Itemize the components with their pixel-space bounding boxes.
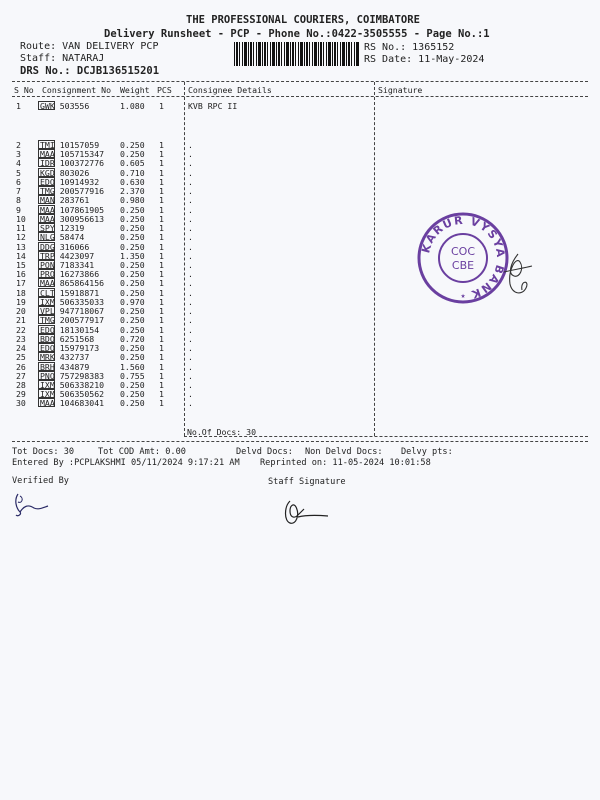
- cell-pcs: 1: [159, 259, 164, 270]
- company-title: THE PROFESSIONAL COURIERS, COIMBATORE: [186, 14, 420, 26]
- cell-pcs: 1: [159, 343, 164, 354]
- cell-pcs: 1: [159, 278, 164, 289]
- cell-consignment: KGD 803026: [40, 167, 90, 178]
- cell-consignee: .: [188, 306, 193, 317]
- cell-consignment: MAA 105715347: [40, 149, 105, 160]
- cell-consignee: .: [188, 379, 193, 390]
- cell-pcs: 1: [159, 315, 164, 326]
- cell-sno: 12: [16, 232, 26, 243]
- cell-sno: 16: [16, 269, 26, 280]
- cell-consignee: .: [188, 167, 193, 178]
- cell-consignment: PNQ 757298383: [40, 370, 105, 381]
- cell-consignee: .: [188, 250, 193, 261]
- cell-pcs: 1: [159, 232, 164, 243]
- cell-consignment: GWK 503556: [40, 101, 90, 111]
- cell-pcs: 1: [159, 250, 164, 261]
- cell-sno: 25: [16, 352, 26, 363]
- cell-weight: 1.350: [120, 250, 145, 261]
- cell-consignment: BRH 434879: [40, 361, 90, 372]
- barcode: [234, 42, 360, 66]
- cell-consignee: .: [188, 352, 193, 363]
- cell-consignment: MAA 104683041: [40, 398, 105, 409]
- col-header-pcs: PCS: [157, 85, 172, 95]
- cell-pcs: 1: [159, 379, 164, 390]
- cell-consignment: VPL 947718067: [40, 306, 105, 317]
- cell-pcs: 1: [159, 176, 164, 187]
- cell-pcs: 1: [159, 370, 164, 381]
- cell-consignee: .: [188, 287, 193, 298]
- cell-consignee: .: [188, 223, 193, 234]
- cell-weight: 0.250: [120, 379, 145, 390]
- cell-pcs: 1: [159, 333, 164, 344]
- cell-sno: 21: [16, 315, 26, 326]
- cell-pcs: 1: [159, 361, 164, 372]
- cell-consignment: EDQ 15979173: [40, 343, 100, 354]
- cell-sno: 2: [16, 140, 21, 150]
- cell-weight: 0.720: [120, 333, 145, 344]
- bank-stamp: [415, 210, 511, 306]
- cell-pcs: 1: [159, 287, 164, 298]
- entered-by: Entered By :PCPLAKSHMI 05/11/2024 9:17:21 AM: [12, 458, 240, 468]
- cell-weight: 0.250: [120, 352, 145, 363]
- staff-label: Staff: NATARAJ: [20, 53, 105, 64]
- cell-sno: 15: [16, 259, 26, 270]
- cell-sno: 28: [16, 379, 26, 390]
- stamp-signature: [500, 250, 536, 300]
- cell-consignment: DDG 316066: [40, 241, 90, 252]
- cell-consignment: IXM 506338210: [40, 379, 105, 390]
- cell-consignee: .: [188, 176, 193, 187]
- tot-docs: Tot Docs: 30: [12, 447, 75, 457]
- cell-sno: 13: [16, 241, 26, 252]
- cell-consignee: .: [188, 158, 193, 169]
- cell-consignee: .: [188, 195, 193, 206]
- col-header-sno: S No: [14, 85, 34, 95]
- cell-consignment: TMI 10157059: [40, 140, 100, 150]
- cell-weight: 0.250: [120, 278, 145, 289]
- cell-weight: 0.250: [120, 232, 145, 243]
- cell-pcs: 1: [159, 223, 164, 234]
- cell-weight: 1.080: [120, 101, 145, 111]
- cell-consignment: MAN 283761: [40, 195, 90, 206]
- cell-sno: 10: [16, 213, 26, 224]
- svg-text:★: ★: [460, 291, 466, 300]
- cell-sno: 17: [16, 278, 26, 289]
- cell-weight: 0.250: [120, 389, 145, 400]
- drs-number: DRS No.: DCJB136515201: [20, 65, 160, 77]
- cell-sno: 30: [16, 398, 26, 409]
- cell-sno: 3: [16, 149, 21, 160]
- verified-by-signature: [12, 490, 52, 520]
- cell-sno: 8: [16, 195, 21, 206]
- reprinted-on: Reprinted on: 11-05-2024 10:01:58: [260, 458, 431, 468]
- stamp-outer-text: KARUR VYSYA BANK: [419, 213, 508, 302]
- table-bottom-rule: [12, 441, 588, 442]
- rs-date: RS Date: 11-May-2024: [364, 54, 485, 65]
- cell-weight: 0.250: [120, 287, 145, 298]
- cell-consignment: TMG 200577917: [40, 315, 105, 326]
- cell-weight: 0.710: [120, 167, 145, 178]
- cell-pcs: 1: [159, 167, 164, 178]
- cell-consignment: TMG 200577916: [40, 186, 105, 197]
- cell-sno: 19: [16, 296, 26, 307]
- cell-consignment: TRP 4423097: [40, 250, 95, 261]
- cell-pcs: 1: [159, 296, 164, 307]
- staff-signature-label: Staff Signature: [268, 477, 346, 487]
- cell-weight: 0.250: [120, 241, 145, 252]
- col-header-weight: Weight: [120, 85, 150, 95]
- verified-by-label: Verified By: [12, 476, 69, 486]
- cell-sno: 4: [16, 158, 21, 169]
- cell-sno: 1: [16, 101, 21, 111]
- tot-cod-amt: Tot COD Amt: 0.00: [98, 447, 186, 457]
- cell-consignment: PON 7183341: [40, 259, 95, 270]
- cell-consignee: .: [188, 361, 193, 372]
- cell-pcs: 1: [159, 269, 164, 280]
- cell-consignee: .: [188, 370, 193, 381]
- stamp-line2: CBE: [451, 259, 475, 272]
- runsheet-subtitle: Delivery Runsheet - PCP - Phone No.:0422-3505555 - Page No.:1: [104, 28, 490, 40]
- cell-weight: 1.560: [120, 361, 145, 372]
- cell-weight: 0.250: [120, 324, 145, 335]
- cell-consignment: IXM 506335033: [40, 296, 105, 307]
- cell-sno: 5: [16, 167, 21, 178]
- cell-consignment: IXM 506350562: [40, 389, 105, 400]
- non-delvd-docs: Non Delvd Docs:: [305, 447, 383, 457]
- cell-sno: 27: [16, 370, 26, 381]
- cell-pcs: 1: [159, 241, 164, 252]
- cell-weight: 0.605: [120, 158, 145, 169]
- cell-pcs: 1: [159, 149, 164, 160]
- no-of-docs: No.Of Docs: 30: [187, 427, 257, 437]
- cell-weight: 0.250: [120, 306, 145, 317]
- cell-consignee: .: [188, 149, 193, 160]
- cell-consignment: MRK 432737: [40, 352, 90, 363]
- cell-consignment: EDQ 10914932: [40, 176, 100, 187]
- cell-weight: 0.755: [120, 370, 145, 381]
- cell-pcs: 1: [159, 324, 164, 335]
- cell-pcs: 1: [159, 389, 164, 400]
- cell-pcs: 1: [159, 352, 164, 363]
- table-header-rule: [12, 96, 588, 97]
- cell-consignee: .: [188, 343, 193, 354]
- cell-consignee: .: [188, 315, 193, 326]
- cell-consignee: .: [188, 259, 193, 270]
- cell-consignee: .: [188, 213, 193, 224]
- cell-consignee: KVB RPC II: [188, 101, 238, 111]
- cell-consignee: .: [188, 241, 193, 252]
- cell-sno: 18: [16, 287, 26, 298]
- delvd-docs: Delvd Docs:: [236, 447, 293, 457]
- cell-consignment: IDR 100372776: [40, 158, 105, 169]
- cell-sno: 14: [16, 250, 26, 261]
- cell-consignment: CLT 15918871: [40, 287, 100, 298]
- cell-consignee: .: [188, 186, 193, 197]
- table-top-rule: [12, 81, 588, 82]
- stamp-line1: COC: [450, 245, 476, 258]
- col-divider-signature: [374, 82, 375, 436]
- cell-pcs: 1: [159, 101, 164, 111]
- cell-sno: 11: [16, 223, 26, 234]
- cell-sno: 20: [16, 306, 26, 317]
- cell-pcs: 1: [159, 204, 164, 215]
- cell-consignment: BDQ 6251568: [40, 333, 95, 344]
- cell-consignment: MAA 300956613: [40, 213, 105, 224]
- cell-consignee: .: [188, 398, 193, 409]
- cell-sno: 22: [16, 324, 26, 335]
- cell-weight: 0.250: [120, 140, 145, 150]
- cell-consignment: NLG 58474: [40, 232, 85, 243]
- cell-weight: 0.970: [120, 296, 145, 307]
- cell-weight: 0.250: [120, 204, 145, 215]
- cell-consignee: .: [188, 232, 193, 243]
- cell-sno: 7: [16, 186, 21, 197]
- cell-consignee: .: [188, 296, 193, 307]
- cell-consignment: EDQ 18130154: [40, 324, 100, 335]
- cell-consignee: .: [188, 140, 193, 150]
- col-header-signature: Signature: [378, 85, 423, 95]
- cell-weight: 0.250: [120, 343, 145, 354]
- cell-pcs: 1: [159, 306, 164, 317]
- cell-sno: 29: [16, 389, 26, 400]
- cell-sno: 9: [16, 204, 21, 215]
- cell-weight: 2.370: [120, 186, 145, 197]
- cell-consignment: SPY 12319: [40, 223, 85, 234]
- cell-sno: 24: [16, 343, 26, 354]
- cell-pcs: 1: [159, 195, 164, 206]
- cell-consignee: .: [188, 278, 193, 289]
- cell-pcs: 1: [159, 213, 164, 224]
- cell-weight: 0.250: [120, 398, 145, 409]
- cell-consignee: .: [188, 324, 193, 335]
- cell-sno: 26: [16, 361, 26, 372]
- cell-pcs: 1: [159, 186, 164, 197]
- delvy-pts: Delvy pts:: [401, 447, 453, 457]
- col-header-consignee: Consignee Details: [188, 85, 272, 95]
- cell-consignee: .: [188, 389, 193, 400]
- cell-consignee: .: [188, 204, 193, 215]
- cell-weight: 0.250: [120, 213, 145, 224]
- cell-pcs: 1: [159, 140, 164, 150]
- cell-consignment: MAA 107861905: [40, 204, 105, 215]
- col-header-consignment: Consignment No: [42, 85, 112, 95]
- cell-consignment: MAA 865864156: [40, 278, 105, 289]
- staff-signature: [280, 497, 332, 529]
- col-divider-consignee: [184, 82, 185, 436]
- cell-sno: 23: [16, 333, 26, 344]
- rs-number: RS No.: 1365152: [364, 42, 455, 53]
- cell-weight: 0.250: [120, 223, 145, 234]
- cell-weight: 0.250: [120, 259, 145, 270]
- cell-pcs: 1: [159, 158, 164, 169]
- cell-weight: 0.250: [120, 315, 145, 326]
- cell-weight: 0.250: [120, 149, 145, 160]
- cell-weight: 0.250: [120, 269, 145, 280]
- cell-consignee: .: [188, 333, 193, 344]
- cell-consignment: PRO 16273866: [40, 269, 100, 280]
- cell-weight: 0.980: [120, 195, 145, 206]
- cell-weight: 0.630: [120, 176, 145, 187]
- cell-pcs: 1: [159, 398, 164, 409]
- route-label: Route: VAN DELIVERY PCP: [20, 41, 159, 52]
- cell-sno: 6: [16, 176, 21, 187]
- cell-consignee: .: [188, 269, 193, 280]
